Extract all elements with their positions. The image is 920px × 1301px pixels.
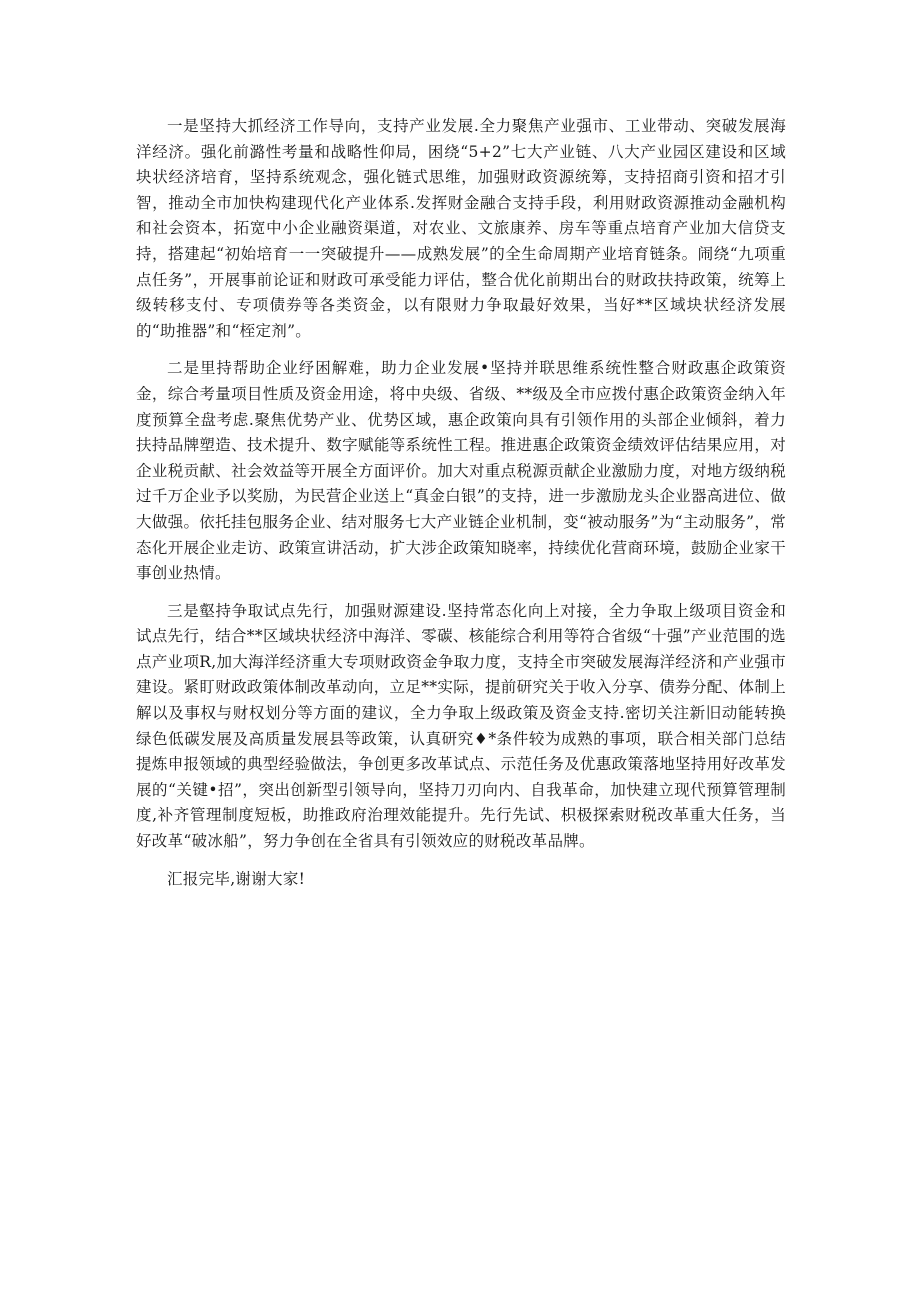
document-body (136, 114, 786, 904)
paragraph-closing: 汇报完毕,谢谢大家! (167, 869, 306, 888)
paragraph-enterprise-support: 二是里持帮助企业纾困解难，助力企业发展•坚持并联思维系统性整合财政惠企政策资金，综合考量项目性质及资金用途，将中央级、省级、**级及全市应拨付惠企政策资金纳入年度预算全盘考虑.聚焦优势产业、优势区域，惠企政策向具有引领作用的头部企业倾斜，着力扶持品牌塑造、技术提升、数字赋能等系统性工程。推进惠企政策资金绩效评估结果应用，对企业税贡献、社会效益等开展全方面评价。加大对重点税源贡献企业激励力度，对地方级纳税过千万企业予以奖励，为民营企业送上“真金白银”的支持，进一步激励龙头企业器高进位、做大做强。依托挂包服务企业、结对服务七大产业链企业机制，变“被动服务”为“主动服务”，常态化开展企业走访、政策宣讲活动，扩大涉企政策知晓率，持续优化营商环境，鼓励企业家干事创业热情。 (136, 359, 786, 583)
paragraph-pilot-and-revenue: 三是壑持争取试点先行，加强财源建设.坚持常态化向上对接，全力争取上级项目资金和试点先行，结合**区域块状经济中海洋、零碳、核能综合利用等符合省级“十强”产业范围的选点产业项R,加大海洋经济重大专项财政资金争取力度，支持全市突破发展海洋经济和产业强市建设。紧盯财政政策体制改革动向，立足**实际，提前研究关于收入分享、债券分配、体制上解以及事权与财权划分等方面的建议，全力争取上级政策及资金支持.密切关注新旧动能转换绿色低碳发展及高质量发展县等政策，认真研究♦*条件较为成熟的事项，联合相关部门总结提炼申报领域的典型经验做法，争创更多改革试点、示范任务及优惠政策落地坚持用好改革发展的“关键•招”，突出创新型引领导向，坚持刀刃向内、自我革命，加快建立现代预算管理制度,补齐管理制度短板，助推政府治理效能提升。先行先试、枳极探索财税改革重大任务，当好改革“破冰船”，努力争创在全省具有引领效应的财税改革品牌。 (136, 601, 786, 851)
paragraph-industry-development: 一是坚持大抓经济工作导向，支持产业发展.全力聚焦产业强市、工业带动、突破发展海洋经济。强化前潞性考量和战略性仰局，困绕“5+2”七大产业链、八大产业园区建设和区域块状经济培育，坚持系统观念，强化链式思维，加强财政资源统筹，支持招商引资和招才引智，推动全市加快构建现代化产业体系.发挥财金融合支持手段，利用财政资源推动金融机构和社会资本，拓宽中小企业融资渠道，对农业、文旅康养、房车等重点培育产业加大信贷支持，搭建起“初始培育一一突破提升——成熟发展”的全生命周期产业培育链条。闹绕“九项重点任务”，开展事前论证和财政可承受能力评估，整合优化前期出台的财政扶持政策，统筹上级转移支付、专项债券等各类资金，以有限财力争取最好效果，当好**区域块状经济发展的“助推器”和“桎定剂”。 (136, 117, 786, 340)
